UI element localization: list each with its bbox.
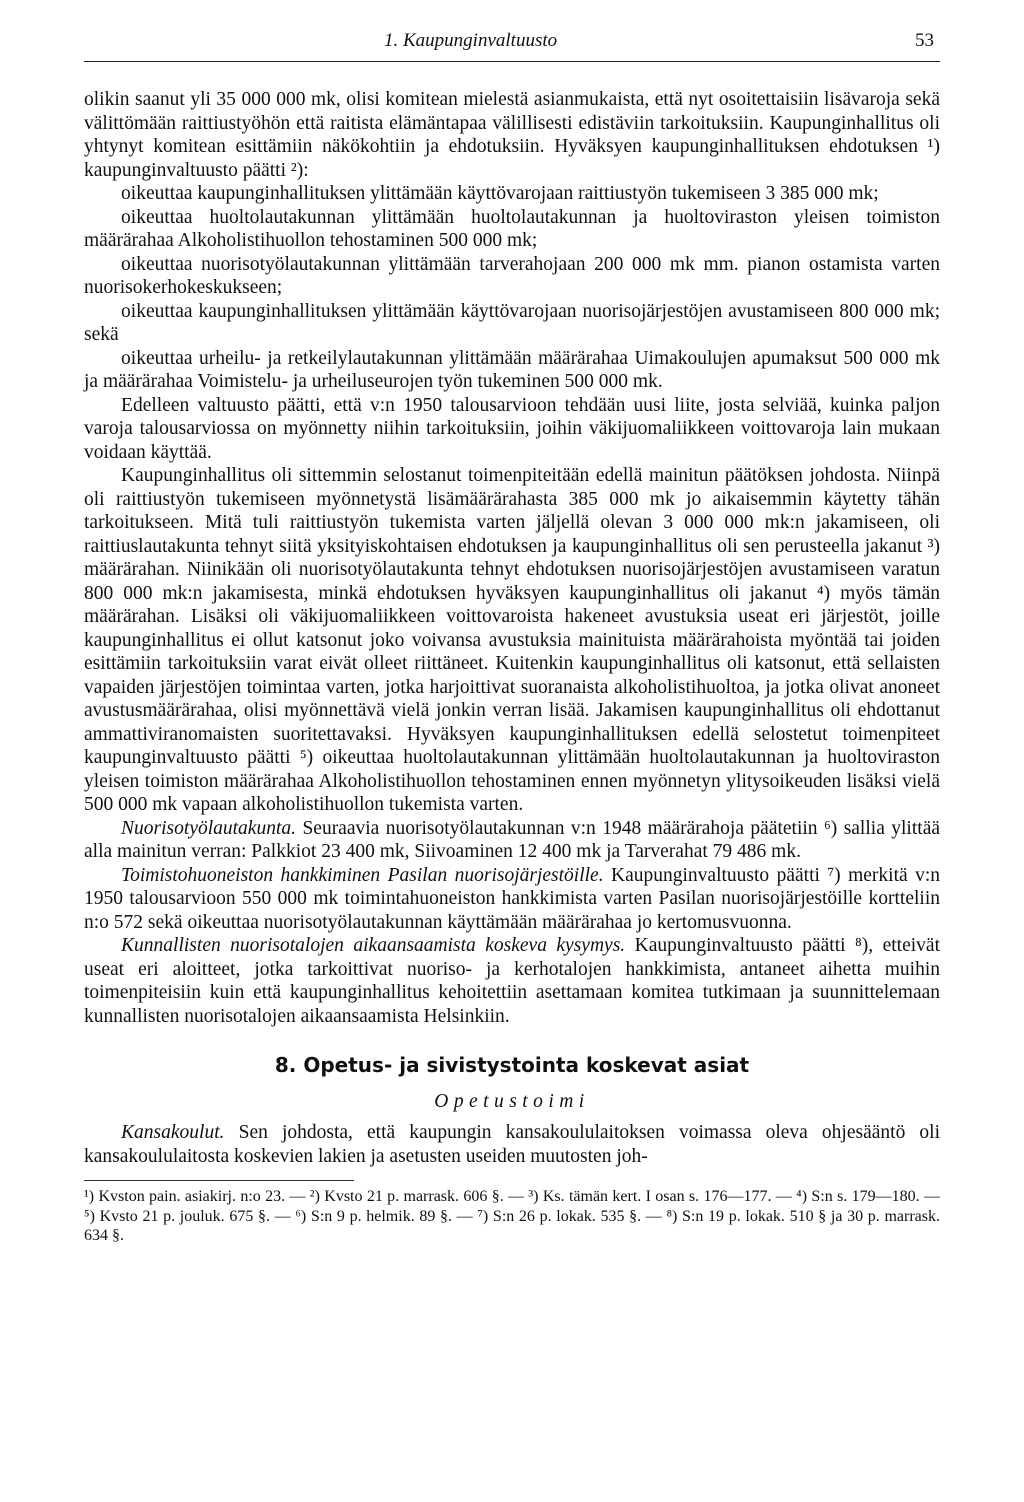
running-title: 1. Kaupunginvaltuusto [384,30,558,51]
footnotes [84,1187,940,1246]
paragraph-text: Kaupunginvaltuusto päätti ⁸), etteivät useat eri aloitteet, jotka tarkoittivat nuoriso- ja kerhotalojen hankkimista, antaneet aihetta muihin toimenpiteisiin kuin että kaupunginhallitus kehoitettiin asettamaan komitea tutkimaan ja suunnittelemaan kunnallisten nuorisotalojen aikaansaamista Helsinkiin. [84,935,940,1027]
subsection-heading: Opetustoimi [434,1090,590,1112]
paragraph-lead: Toimistohuoneiston hankkiminen Pasilan nuorisojärjestöille. [121,864,604,886]
paragraph: olikin saanut yli 35 000 000 mk, olisi komitean mielestä asianmukaista, että nyt osoitettaisiin lisävaroja sekä välittömään raittiustyöhön että raitista elämäntapaa välillisesti edistäviin tarkoituksiin. Kaupunginhallitus oli yhtynyt komitean esittämiin näkökohtiin ja ehdotuksiin. Hyväksyen kaupunginhallituksen ehdotuksen ¹) kaupunginvaltuusto päätti ²): [84,89,940,181]
decision-item: oikeuttaa nuorisotyölautakunnan ylittämään tarverahojaan 200 000 mk mm. pianon ostamista varten nuorisokerhokeskukseen; [84,253,940,298]
footnote-rule [84,1180,354,1181]
decision-item: oikeuttaa urheilu- ja retkeilylautakunnan ylittämään määrärahaa Uimakoulujen apumaksut 500 000 mk ja määrärahaa Voimistelu- ja urheiluseurojen työn tukeminen 500 000 mk. [84,347,940,392]
decision-item: oikeuttaa kaupunginhallituksen ylittämään käyttövarojaan raittiustyön tukemiseen 3 385 000 mk; [121,183,879,204]
decision-item: oikeuttaa huoltolautakunnan ylittämään huoltolautakunnan ja huoltoviraston yleisen toimiston määrärahaa Alkoholistihuollon tehostaminen 500 000 mk; [84,206,940,251]
paragraph [84,817,940,864]
decision-item: oikeuttaa kaupunginhallituksen ylittämään käyttövarojaan nuorisojärjestöjen avustamiseen 800 000 mk; sekä [84,300,940,345]
paragraph [84,1121,940,1168]
body-text [84,88,940,1246]
paragraph [84,864,940,935]
paragraph: Edelleen valtuusto päätti, että v:n 1950 talousarvioon tehdään uusi liite, josta selviää, kuinka paljon varoja talousarviossa on myönnetty niihin tarkoituksiin, joihin väkijuomaliikkeen voittovaroja lain mukaan voidaan käyttää. [84,394,940,463]
paragraph-lead: Kunnallisten nuorisotalojen aikaansaamista koskeva kysymys. [121,935,626,956]
paragraph: Kaupunginhallitus oli sittemmin selostanut toimenpiteitään edellä mainitun päätöksen johdosta. Niinpä oli raittiustyön tukemiseen myönnetystä lisämäärärahasta 385 000 mk jo aikaisemmin käytetty tähän tarkoitukseen. Mitä tuli raittiustyön tukemista varten jäljellä olevan 3 000 000 mk:n jakamiseen, oli raittiuslautakunta tehnyt siitä yksityiskohtaisen ehdotuksen ja kaupunginhallitus oli sen perusteella jakanut ³) määrärahan. Niinikään oli nuorisotyölautakunta tehnyt ehdotuksen nuorisojärjestöjen avustamiseen varatun 800 000 mk:n jakamisesta, minkä ehdotuksen hyväksyen kaupunginhallitus oli jakanut ⁴) myös tämän määrärahan. Lisäksi oli väkijuomaliikkeen voittovaroista hakeneet avustuksia useat eri järjestöt, joille kaupunginhallitus ei ollut katsonut joko voivansa avustuksia mainituista määrärahoista myöntää tai joiden esittämiin tarkoituksiin varat eivät olleet riittäneet. Kuitenkin kaupunginhallitus oli katsonut, että sellaisten vapaiden järjestöjen toimintaa varten, jotka harjoittivat suoranaista alkoholistihuoltoa, ja jotka olivat anoneet avustusmäärärahaa, olisi myönnettävä vielä jonkin verran lisää. Jakamisen kaupunginhallitus oli ehdottanut ammattiviranomaisten suoritettavaksi. Hyväksyen kaupunginhallituksen edellä selostetut toimenpiteet kaupunginvaltuusto päätti ⁵) oikeuttaa huoltolautakunnan ylittämään huoltolautakunnan ja huoltoviraston yleisen toimiston määrärahaa Alkoholistihuollon tehostaminen ennen myönnetyn ylitysoikeuden lisäksi vielä 500 000 mk vapaan alkoholistihuollon tukemista varten. [84,465,940,815]
header-rule [84,61,940,62]
paragraph-text: Sen johdosta, että kaupungin kansakoululaitoksen voimassa oleva ohjesääntö oli kansakoululaitosta koskevien lakien ja asetusten useiden muutosten joh- [84,1122,940,1167]
paragraph [84,934,940,1028]
footnote-text: ¹) Kvston pain. asiakirj. n:o 23. — ²) Kvsto 21 p. marrask. 606 §. — ³) Ks. tämän kert. I osan s. 176—177. — ⁴) S:n s. 179—180. — ⁵) Kvsto 21 p. jouluk. 675 §. — ⁶) S:n 9 p. helmik. 89 §. — ⁷) S:n 26 p. lokak. 535 §. — ⁸) S:n 19 p. lokak. 510 § ja 30 p. marrask. 634 §. [84,1188,940,1244]
paragraph-text: Kaupunginvaltuusto päätti ⁷) merkitä v:n 1950 talousarvioon 550 000 mk toimintahuoneiston hankkimista varten Pasilan nuorisojärjestöille kortteliin n:o 572 sekä oikeuttaa nuorisotyölautakunnan käyttämään määrärahaa jo kertomusvuonna. [84,864,940,933]
page-number: 53 [915,30,934,51]
running-header [84,30,940,60]
paragraph-text: Seuraavia nuorisotyölautakunnan v:n 1948 määrärahoja päätetiin ⁶) sallia ylittää alla mainitun verran: Palkkiot 23 400 mk, Siivoaminen 12 400 mk ja Tarverahat 79 486 mk. [84,817,940,862]
paragraph-lead: Kansakoulut. [121,1122,225,1143]
paragraph-lead: Nuorisotyölautakunta. [121,817,297,839]
section-heading: 8. Opetus- ja sivistystointa koskevat asiat [274,1053,750,1077]
